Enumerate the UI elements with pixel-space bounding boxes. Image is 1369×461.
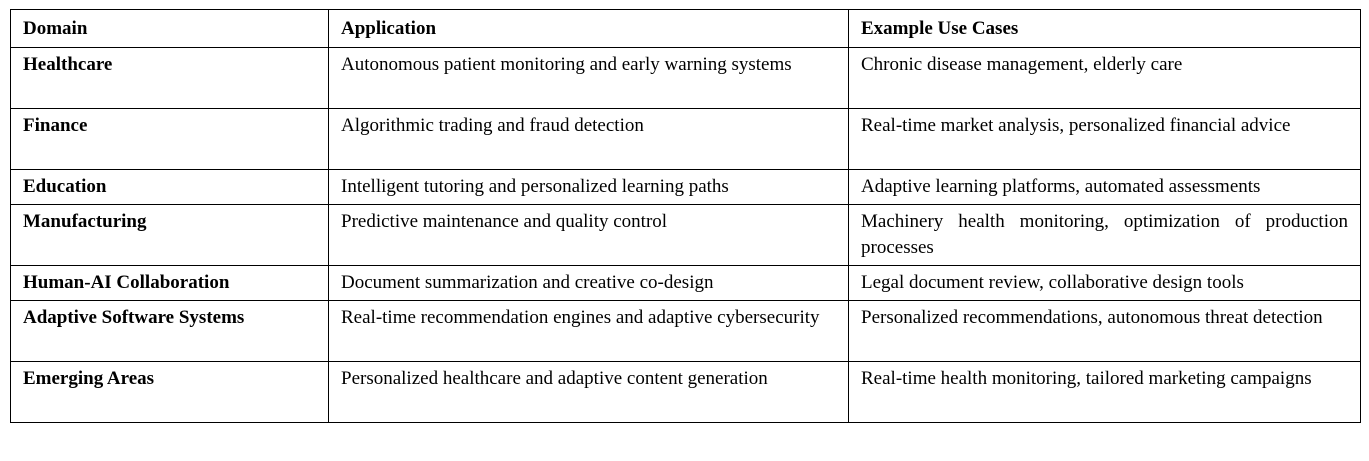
use-cases-cell: Real-time market analysis, personalized financial advice bbox=[849, 109, 1361, 170]
table-row bbox=[11, 301, 1361, 362]
table-row bbox=[11, 266, 1361, 301]
table-row bbox=[11, 362, 1361, 423]
use-cases-cell: Adaptive learning platforms, automated assessments bbox=[849, 170, 1361, 205]
header-row bbox=[11, 10, 1361, 48]
domain-cell: Adaptive Software Systems bbox=[11, 301, 329, 362]
application-cell: Personalized healthcare and adaptive content generation bbox=[329, 362, 849, 423]
use-cases-cell: Machinery health monitoring, optimization of production processes bbox=[849, 205, 1361, 266]
use-cases-cell: Real-time health monitoring, tailored marketing campaigns bbox=[849, 362, 1361, 423]
domain-cell: Human-AI Collaboration bbox=[11, 266, 329, 301]
domain-cell: Emerging Areas bbox=[11, 362, 329, 423]
table-row bbox=[11, 109, 1361, 170]
header-domain: Domain bbox=[11, 10, 329, 48]
application-cell: Autonomous patient monitoring and early warning systems bbox=[329, 48, 849, 109]
application-cell: Intelligent tutoring and personalized learning paths bbox=[329, 170, 849, 205]
application-cell: Real-time recommendation engines and adaptive cybersecurity bbox=[329, 301, 849, 362]
application-cell: Algorithmic trading and fraud detection bbox=[329, 109, 849, 170]
table-row bbox=[11, 170, 1361, 205]
table-row bbox=[11, 48, 1361, 109]
applications-table bbox=[10, 9, 1361, 423]
table-row bbox=[11, 205, 1361, 266]
use-cases-cell: Legal document review, collaborative design tools bbox=[849, 266, 1361, 301]
application-cell: Predictive maintenance and quality control bbox=[329, 205, 849, 266]
domain-cell: Finance bbox=[11, 109, 329, 170]
application-cell: Document summarization and creative co-design bbox=[329, 266, 849, 301]
domain-cell: Manufacturing bbox=[11, 205, 329, 266]
header-application: Application bbox=[329, 10, 849, 48]
domain-cell: Education bbox=[11, 170, 329, 205]
domain-cell: Healthcare bbox=[11, 48, 329, 109]
header-example-use-cases: Example Use Cases bbox=[849, 10, 1361, 48]
use-cases-cell: Chronic disease management, elderly care bbox=[849, 48, 1361, 109]
use-cases-cell: Personalized recommendations, autonomous threat detection bbox=[849, 301, 1361, 362]
